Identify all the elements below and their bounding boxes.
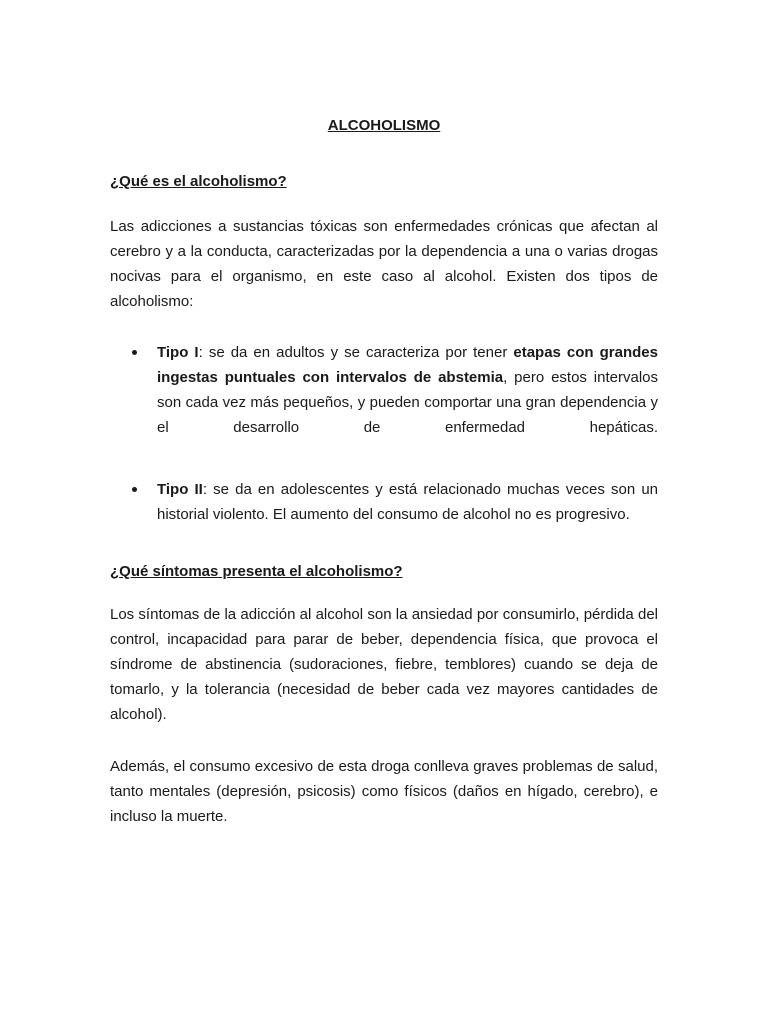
bullet-icon [132, 487, 137, 492]
list-item-emphasis: etapas con grandes ingestas puntuales con intervalos de abstemia [157, 344, 658, 386]
list-item-text [157, 477, 658, 527]
list-item-tipo-2 [110, 477, 658, 527]
list-item-text [157, 340, 658, 440]
list-item-body-end: , pero estos intervalos son cada vez más pequeños, y pueden comportar una gran dependencia y el desarrollo de enfermedad hepáticas. [157, 369, 658, 436]
list-item-body: : se da en adolescentes y está relacionado muchas veces son un historial violento. El aumento del consumo de alcohol no es progresivo. [157, 481, 659, 523]
intro-paragraph: Las adicciones a sustancias tóxicas son enfermedades crónicas que afectan al cerebro y a la conducta, caracterizadas por la dependencia a una o varias drogas nocivas para el organismo, en este caso al alcohol. Existen dos tipos de alcoholismo: [110, 218, 658, 310]
list-item-tipo-1 [110, 340, 658, 440]
consequences-paragraph: Además, el consumo excesivo de esta droga conlleva graves problemas de salud, tanto mentales (depresión, psicosis) como físicos (daños en hígado, cerebro), e incluso la muerte. [110, 758, 658, 825]
section-heading-symptoms: ¿Qué síntomas presenta el alcoholismo? [110, 563, 403, 580]
list-item-body: : se da en adultos y se caracteriza por tener [198, 344, 514, 361]
document-title: ALCOHOLISMO [327, 117, 441, 134]
section-heading-what-is: ¿Qué es el alcoholismo? [110, 173, 287, 190]
symptoms-paragraph: Los síntomas de la adicción al alcohol son la ansiedad por consumirlo, pérdida del control, incapacidad para parar de beber, dependencia física, que provoca el síndrome de abstinencia (sudoraciones, fiebre, temblores) cuando se deja de tomarlo, y la tolerancia (necesidad de beber cada vez mayores cantidades de alcohol). [110, 606, 658, 723]
list-item-label: Tipo I [157, 344, 199, 361]
bullet-icon [132, 350, 137, 355]
list-item-label: Tipo II [157, 481, 203, 498]
